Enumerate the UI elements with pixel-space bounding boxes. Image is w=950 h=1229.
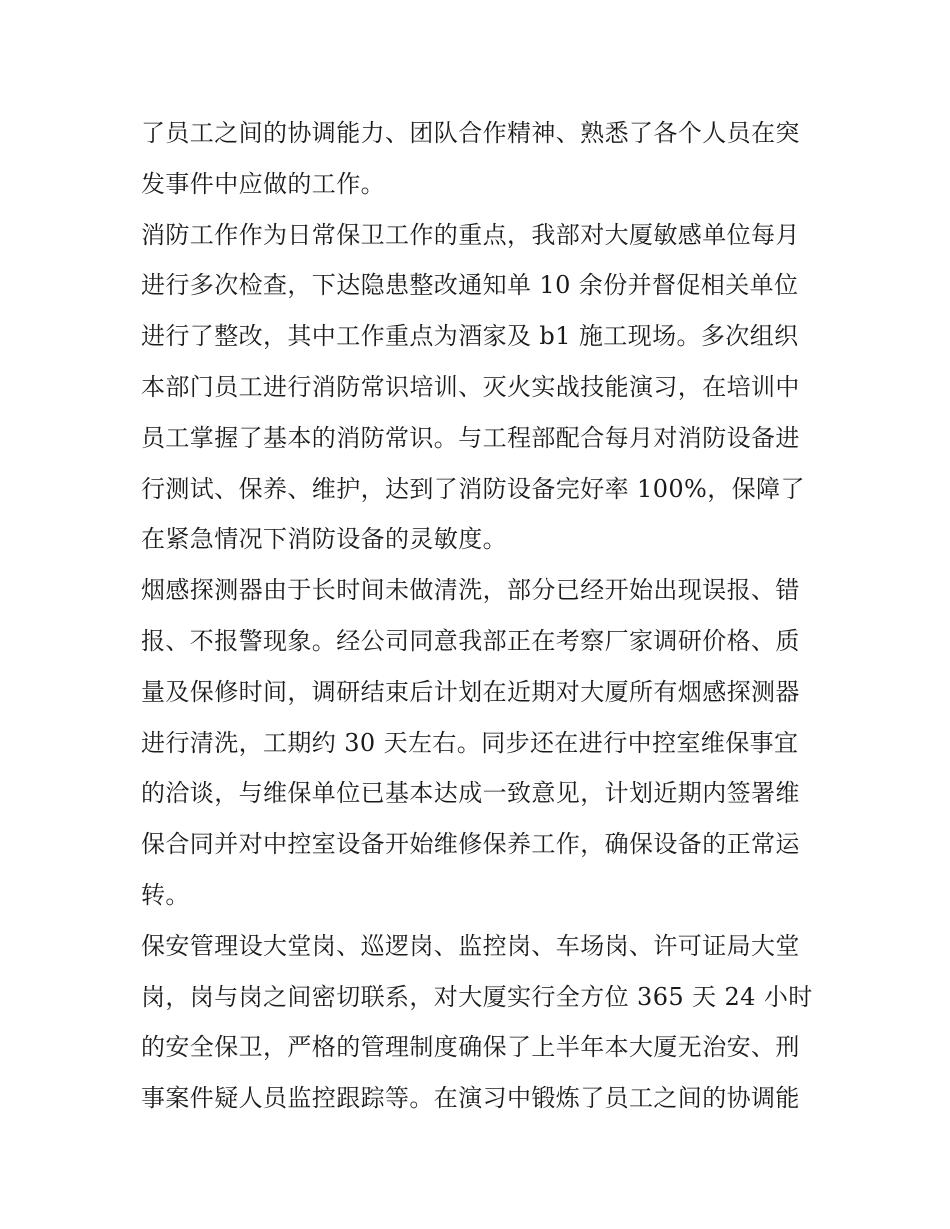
text-line: 在紧急情况下消防设备的灵敏度。 [141, 525, 507, 554]
text-line: 进行清洗，工期约 30 天左右。同步还在进行中控室维保事宜 [141, 728, 799, 757]
text-line: 转。 [141, 880, 190, 909]
text-line: 进行多次检查，下达隐患整改通知单 10 余份并督促相关单位 [141, 271, 799, 300]
text-line: 量及保修时间，调研结束后计划在近期对大厦所有烟感探测器 [141, 677, 800, 706]
text-line: 消防工作作为日常保卫工作的重点，我部对大厦敏感单位每月 [141, 220, 800, 249]
text-line: 员工掌握了基本的消防常识。与工程部配合每月对消防设备进 [141, 423, 800, 452]
text-line: 行测试、保养、维护，达到了消防设备完好率 100%，保障了 [141, 474, 805, 503]
text-line: 烟感探测器由于长时间未做清洗，部分已经开始出现误报、错 [141, 576, 800, 605]
document-body [141, 108, 821, 1124]
text-line: 保合同并对中控室设备开始维修保养工作，确保设备的正常运 [141, 830, 800, 859]
text-line: 发事件中应做的工作。 [141, 169, 385, 198]
text-line: 了员工之间的协调能力、团队合作精神、熟悉了各个人员在突 [141, 119, 800, 147]
text-line: 报、不报警现象。经公司同意我部正在考察厂家调研价格、质 [141, 626, 800, 655]
text-line: 事案件疑人员监控跟踪等。在演习中锻炼了员工之间的协调能 [141, 1084, 800, 1113]
text-line: 的安全保卫，严格的管理制度确保了上半年本大厦无治安、刑 [141, 1033, 800, 1062]
text-line: 的洽谈，与维保单位已基本达成一致意见，计划近期内签署维 [141, 779, 800, 808]
text-line: 保安管理设大堂岗、巡逻岗、监控岗、车场岗、许可证局大堂 [141, 931, 800, 960]
text-line: 进行了整改，其中工作重点为酒家及 b1 施工现场。多次组织 [141, 322, 799, 351]
text-line: 本部门员工进行消防常识培训、灭火实战技能演习，在培训中 [141, 372, 800, 401]
text-line: 岗，岗与岗之间密切联系，对大厦实行全方位 365 天 24 小时 [141, 982, 813, 1011]
